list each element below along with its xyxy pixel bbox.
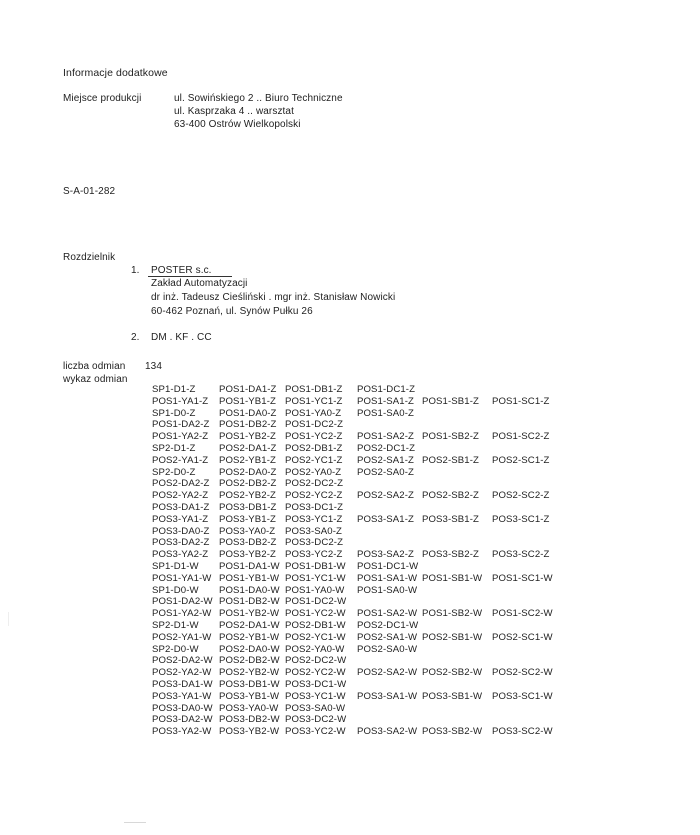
variant-code: POS3-YB2-W xyxy=(219,726,280,738)
variant-code: POS1-SA1-W xyxy=(357,572,418,584)
variant-code: POS2-DA1-W xyxy=(219,619,280,631)
variant-code: POS2-YA0-Z xyxy=(285,466,342,478)
variant-code: POS2-DB2-Z xyxy=(219,478,277,490)
variant-code: POS2-YA0-W xyxy=(285,643,345,655)
variant-code: POS3-DA1-Z xyxy=(152,501,210,513)
variant-code: SP1-D0-Z xyxy=(152,407,196,419)
company-underline xyxy=(148,276,232,277)
variant-code: POS2-YA1-W xyxy=(152,631,212,643)
variant-code: POS1-SC1-W xyxy=(492,572,553,584)
variant-code: POS3-SA1-Z xyxy=(357,513,414,525)
variant-code: POS2-SC1-W xyxy=(492,631,553,643)
variant-code: POS1-SB1-W xyxy=(422,572,483,584)
variant-code: POS3-YB2-Z xyxy=(219,549,276,561)
variant-code: POS1-DA1-Z xyxy=(219,384,277,395)
variant-code: POS3-SB2-Z xyxy=(422,549,479,561)
variant-code: POS1-SA2-Z xyxy=(357,431,414,443)
variant-code: POS2-YA1-Z xyxy=(152,454,209,466)
variant-code: POS3-YB1-W xyxy=(219,690,280,702)
production-label: Miejsce produkcji xyxy=(63,93,142,104)
variant-code: POS1-DC1-Z xyxy=(357,384,416,395)
variant-code: POS2-DA2-W xyxy=(152,655,213,667)
variant-code: POS3-DA1-W xyxy=(152,678,213,690)
variant-code: POS3-DC1-W xyxy=(285,678,347,690)
variant-code: POS1-YA1-Z xyxy=(152,395,209,407)
variant-code: POS1-YA0-W xyxy=(285,584,345,596)
variant-code: POS3-SC1-W xyxy=(492,690,553,702)
variant-code: POS1-SA1-Z xyxy=(357,395,414,407)
variant-code: POS1-SB2-W xyxy=(422,608,483,620)
variant-code: POS2-DC2-Z xyxy=(285,478,344,490)
distribution-item-2-number: 2. xyxy=(131,332,140,343)
variant-code: POS3-SB2-W xyxy=(422,726,483,738)
variant-code: SP2-D1-Z xyxy=(152,442,196,454)
variant-code: POS2-SA2-W xyxy=(357,667,418,679)
variant-code: POS3-DA0-Z xyxy=(152,525,210,537)
variant-code: POS3-SC2-W xyxy=(492,726,553,738)
variant-code: POS1-SB1-Z xyxy=(422,395,479,407)
variant-code: SP2-D0-Z xyxy=(152,466,196,478)
production-line-1: ul. Sowińskiego 2 .. Biuro Techniczne xyxy=(174,93,343,104)
variant-code: POS1-SA0-W xyxy=(357,584,418,596)
info-heading: Informacje dodatkowe xyxy=(63,67,168,79)
production-line-2: ul. Kasprzaka 4 .. warsztat xyxy=(174,106,294,117)
variant-code: POS3-SA0-Z xyxy=(285,525,342,537)
distribution-item-1-number: 1. xyxy=(131,265,140,276)
variant-code: POS2-YB1-Z xyxy=(219,454,276,466)
variant-code: POS3-SA0-W xyxy=(285,702,346,714)
variant-code: POS1-YC1-W xyxy=(285,572,346,584)
variant-code: POS1-YB2-Z xyxy=(219,431,276,443)
variant-code: POS1-SA2-W xyxy=(357,608,418,620)
variant-code: POS2-SA1-Z xyxy=(357,454,414,466)
variant-code: POS2-DA2-Z xyxy=(152,478,210,490)
variant-code: POS3-SC1-Z xyxy=(492,513,550,525)
variant-code: POS3-DC2-W xyxy=(285,714,347,726)
variant-list-label: wykaz odmian xyxy=(63,374,128,385)
variant-code: POS1-DA0-W xyxy=(219,584,280,596)
variant-code: POS2-SB2-Z xyxy=(422,490,479,502)
distribution-item-1-persons: dr inż. Tadeusz Cieśliński . mgr inż. Stanisław Nowicki xyxy=(151,292,396,303)
variant-code: POS2-SA0-W xyxy=(357,643,418,655)
variant-code: POS3-DB1-Z xyxy=(219,501,277,513)
variant-code: POS2-DA1-Z xyxy=(219,442,277,454)
variant-code: POS1-YB2-W xyxy=(219,608,280,620)
variant-code: POS2-SC2-W xyxy=(492,667,553,679)
variant-code: POS2-YB1-W xyxy=(219,631,280,643)
variant-code: POS2-DC1-Z xyxy=(357,442,416,454)
variant-code: POS2-SB1-W xyxy=(422,631,483,643)
variant-code: POS3-YC2-W xyxy=(285,726,346,738)
variant-code: POS2-DA0-W xyxy=(219,643,280,655)
variant-count-value: 134 xyxy=(145,361,162,372)
variant-code: POS3-SA2-Z xyxy=(357,549,414,561)
variant-code: POS2-DC2-W xyxy=(285,655,347,667)
variant-code: POS3-SC2-Z xyxy=(492,549,550,561)
variant-code: POS3-DB2-W xyxy=(219,714,280,726)
variant-count-label: liczba odmian xyxy=(63,361,126,372)
document-code: S-A-01-282 xyxy=(63,186,116,197)
variant-code: POS1-DC2-W xyxy=(285,596,347,608)
variant-code: POS3-DC2-Z xyxy=(285,537,344,549)
variant-code: POS1-YB1-Z xyxy=(219,395,276,407)
variant-code: POS2-YA2-Z xyxy=(152,490,209,502)
variant-code: POS1-DB1-Z xyxy=(285,384,343,395)
variant-code: POS2-SC2-Z xyxy=(492,490,550,502)
distribution-item-1-department: Zakład Automatyzacji xyxy=(151,278,248,289)
variant-code: POS3-DB2-Z xyxy=(219,537,277,549)
variant-code: POS3-YB1-Z xyxy=(219,513,276,525)
variant-code: POS3-SA2-W xyxy=(357,726,418,738)
variant-code: POS2-YC1-Z xyxy=(285,454,343,466)
variant-code: POS2-YC2-W xyxy=(285,667,346,679)
variant-code: POS1-YB1-W xyxy=(219,572,280,584)
variant-code: POS1-DC2-Z xyxy=(285,419,344,431)
variant-code: POS2-DB1-Z xyxy=(285,442,343,454)
distribution-label: Rozdzielnik xyxy=(63,252,116,263)
variant-code: POS1-SC1-Z xyxy=(492,395,550,407)
distribution-item-1-address: 60-462 Poznań, ul. Synów Pułku 26 xyxy=(151,306,313,317)
variant-code: POS2-YB2-Z xyxy=(219,490,276,502)
variant-code: POS3-DA2-W xyxy=(152,714,213,726)
variant-code: POS1-YA0-Z xyxy=(285,407,342,419)
variant-code: POS2-YC2-Z xyxy=(285,490,343,502)
variant-code: POS3-DC1-Z xyxy=(285,501,344,513)
variant-code: POS1-SC2-W xyxy=(492,608,553,620)
variant-code: POS3-YA2-W xyxy=(152,726,212,738)
variant-code: POS3-YA1-Z xyxy=(152,513,209,525)
variant-code: POS2-DC1-W xyxy=(357,619,419,631)
variant-code: POS1-SC2-Z xyxy=(492,431,550,443)
variant-code: POS3-YA2-Z xyxy=(152,549,209,561)
variant-code: SP1-D0-W xyxy=(152,584,199,596)
variant-code: POS1-SB2-Z xyxy=(422,431,479,443)
variant-code: POS1-YA1-W xyxy=(152,572,212,584)
variant-code: POS3-YC1-Z xyxy=(285,513,343,525)
variant-code: POS1-YC1-Z xyxy=(285,395,343,407)
variant-code: POS3-SA1-W xyxy=(357,690,418,702)
variant-code: POS3-YA1-W xyxy=(152,690,212,702)
variant-code: POS2-SB1-Z xyxy=(422,454,479,466)
variant-code: POS2-YC1-W xyxy=(285,631,346,643)
variant-code: POS1-YA2-W xyxy=(152,608,212,620)
variant-code: POS3-YA0-Z xyxy=(219,525,276,537)
variant-code: POS1-DB2-Z xyxy=(219,419,277,431)
variant-code: POS1-DB1-W xyxy=(285,560,346,572)
variant-code: POS3-SB1-W xyxy=(422,690,483,702)
variant-code: POS3-YA0-W xyxy=(219,702,279,714)
distribution-item-1-company: POSTER s.c. xyxy=(151,265,212,276)
variant-code: POS3-YC1-W xyxy=(285,690,346,702)
variant-code: POS1-DA1-W xyxy=(219,560,280,572)
variant-code: POS1-YC2-W xyxy=(285,608,346,620)
variant-code: POS3-DA0-W xyxy=(152,702,213,714)
variant-code: POS1-DA2-W xyxy=(152,596,213,608)
variant-code: POS1-SA0-Z xyxy=(357,407,414,419)
variant-code: POS3-YC2-Z xyxy=(285,549,343,561)
variant-code: POS1-DB2-W xyxy=(219,596,280,608)
scan-artifact xyxy=(124,822,146,823)
variant-code: SP1-D1-W xyxy=(152,560,199,572)
variant-code: POS1-YC2-Z xyxy=(285,431,343,443)
variant-code: POS3-DA2-Z xyxy=(152,537,210,549)
variant-code: POS2-YB2-W xyxy=(219,667,280,679)
variant-code: POS2-DA0-Z xyxy=(219,466,277,478)
variant-code: POS2-SC1-Z xyxy=(492,454,550,466)
production-line-3: 63-400 Ostrów Wielkopolski xyxy=(174,119,301,130)
variant-code: POS1-DC1-W xyxy=(357,560,419,572)
scan-artifact xyxy=(8,612,9,626)
variant-code: POS2-DB2-W xyxy=(219,655,280,667)
variant-code: POS2-YA2-W xyxy=(152,667,212,679)
variant-code: POS3-SB1-Z xyxy=(422,513,479,525)
variant-code: POS2-SA1-W xyxy=(357,631,418,643)
variant-code: POS1-YA2-Z xyxy=(152,431,209,443)
variant-code: POS2-DB1-W xyxy=(285,619,346,631)
variant-code: SP2-D1-W xyxy=(152,619,199,631)
variant-code: POS3-DB1-W xyxy=(219,678,280,690)
variant-code: POS1-DA2-Z xyxy=(152,419,210,431)
variant-code: SP1-D1-Z xyxy=(152,384,196,395)
variant-code: POS2-SA0-Z xyxy=(357,466,414,478)
variant-code: POS1-DA0-Z xyxy=(219,407,277,419)
variant-code: SP2-D0-W xyxy=(152,643,199,655)
variant-code: POS2-SB2-W xyxy=(422,667,483,679)
variant-code: POS2-SA2-Z xyxy=(357,490,414,502)
distribution-item-2-text: DM . KF . CC xyxy=(151,332,212,343)
